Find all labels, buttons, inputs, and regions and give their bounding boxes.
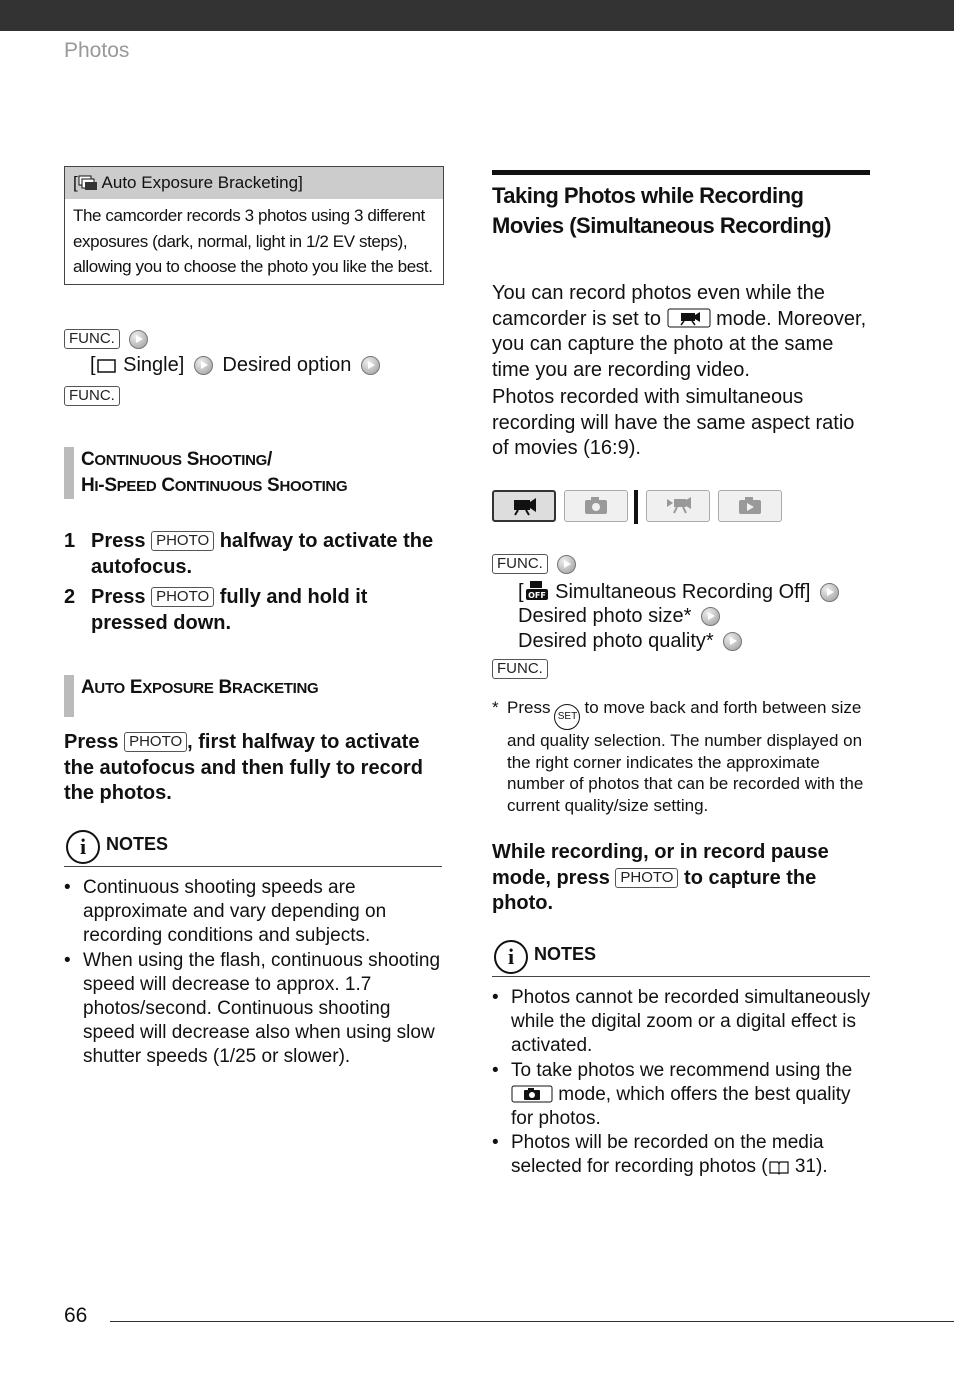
movie-mode-icon: [667, 308, 711, 328]
photo-key: PHOTO: [151, 587, 214, 607]
movie-camera-record-icon: [492, 490, 556, 522]
left-menu-func-end: [64, 385, 120, 408]
arrow-icon: [820, 583, 839, 602]
list-item: • To take photos we recommend using the mode, which offers the best quality for photos.: [492, 1059, 872, 1132]
left-menu-func: [64, 328, 152, 351]
aeb-box-title: [ Auto Exposure Bracketing]: [65, 167, 443, 199]
func-key: FUNC.: [64, 329, 120, 349]
notes-label: NOTES: [106, 834, 169, 854]
right-menu-func-end: [492, 658, 548, 681]
func-key: FUNC.: [64, 386, 120, 406]
list-item: • Photos cannot be recorded simultaneously while the digital zoom or a digital effect is activated.: [492, 986, 872, 1059]
aspect-paragraph: Photos recorded with simultaneous recording will have the same aspect ratio of movies (16:9).: [492, 386, 855, 459]
intro-paragraph: You can record photos even while the camcorder is set to mode. Moreover, you can capture the photo at the same time you are recording video.: [492, 282, 867, 381]
right-notes-list: [492, 986, 872, 1180]
top-bar: [0, 0, 954, 31]
arrow-icon: [557, 555, 576, 574]
continuous-shooting-heading: CONTINUOUS SHOOTING/ HI-SPEED CONTINUOUS SHOOTING: [64, 447, 347, 499]
photo-playback-icon: [718, 490, 782, 522]
footnote: * Press SET to move back and forth between size and quality selection. The number displayed on the right corner indicates the approximate number of photos that can be recorded with the current quality/size setting.: [492, 698, 864, 815]
right-menu-quality: Desired photo quality*: [518, 630, 746, 653]
left-menu-options: [ Single] Desired option: [90, 354, 384, 377]
photo-key: PHOTO: [124, 732, 187, 752]
aeb-heading: AUTO EXPOSURE BRACKETING: [64, 675, 318, 717]
left-notes-header: [64, 830, 442, 867]
set-button-icon: SET: [554, 704, 580, 730]
arrow-icon: [723, 632, 742, 651]
single-label: Single]: [123, 354, 185, 376]
aeb-box-body: The camcorder records 3 photos using 3 different exposures (dark, normal, light in 1/2 EV steps), allowing you to choose the photo you like the best.: [73, 206, 433, 276]
arrow-icon: [194, 356, 213, 375]
page-heading: Taking Photos while Recording Movies (Simultaneous Recording): [492, 170, 870, 241]
left-notes-list: [64, 876, 444, 1070]
notes-label: NOTES: [534, 944, 597, 964]
right-notes-header: [492, 940, 870, 977]
right-menu-size: Desired photo size*: [518, 605, 724, 628]
list-item: • When using the flash, continuous shooting speed will decrease to approx. 1.7 photos/second. Continuous shooting speed will decrease also when using slow shutter speeds (1/25 or slower).: [64, 949, 444, 1070]
photo-key: PHOTO: [615, 868, 678, 888]
footer-rule: [110, 1321, 954, 1322]
desired-option: Desired option: [222, 354, 352, 376]
list-item: • Continuous shooting speeds are approximate and vary depending on recording conditions and subjects.: [64, 876, 444, 949]
photo-key: PHOTO: [151, 531, 214, 551]
right-menu-simul: [ OFF Simultaneous Recording Off]: [518, 579, 843, 604]
info-icon: i: [66, 830, 100, 864]
right-menu-func: [492, 553, 580, 576]
movie-playback-icon: [646, 490, 710, 522]
mode-separator: [634, 490, 638, 524]
step-2: 2 Press PHOTO fully and hold it pressed down.: [64, 586, 368, 634]
info-icon: i: [494, 940, 528, 974]
book-reference-icon: [768, 1159, 790, 1175]
arrow-icon: [129, 330, 148, 349]
func-key: FUNC.: [492, 554, 548, 574]
camera-mode-icon: [511, 1085, 553, 1103]
bracketing-icon: [78, 175, 98, 191]
page-number: 66: [64, 1304, 88, 1327]
arrow-icon: [701, 607, 720, 626]
still-camera-record-icon: [564, 490, 628, 522]
func-key: FUNC.: [492, 659, 548, 679]
svg-text:OFF: OFF: [527, 591, 546, 600]
arrow-icon: [361, 356, 380, 375]
list-item: • Photos will be recorded on the media selected for recording photos ( 31).: [492, 1131, 872, 1179]
step-1: 1 Press PHOTO halfway to activate the autofocus.: [64, 530, 434, 578]
simultaneous-off-icon: [524, 579, 550, 601]
single-frame-icon: [96, 358, 118, 374]
section-title: Photos: [64, 39, 130, 62]
aeb-info-box: [64, 166, 444, 285]
aeb-instruction: Press PHOTO , first halfway to activate the autofocus and then fully to record the photos.: [64, 731, 423, 804]
while-recording-instruction: While recording, or in record pause mode, press PHOTO to capture the photo.: [492, 841, 829, 914]
